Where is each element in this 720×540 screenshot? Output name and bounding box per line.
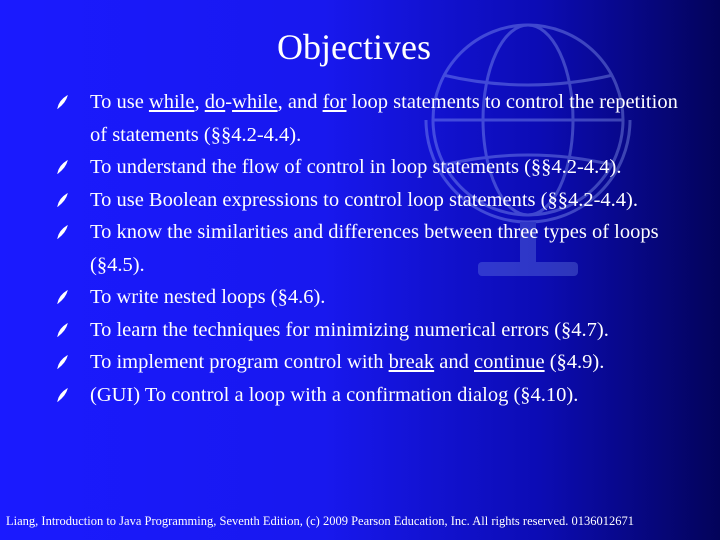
objective-text: (§4.9). [544, 351, 605, 373]
objectives-list [56, 86, 696, 411]
code-keyword: break [388, 351, 435, 373]
code-keyword: for [322, 91, 347, 113]
feather-quill-bullet-icon [56, 355, 69, 369]
objective-text: To learn the techniques for minimizing numerical errors (§4.7). [90, 318, 609, 341]
feather-quill-bullet-icon [56, 323, 69, 337]
feather-quill-bullet-icon [56, 388, 69, 402]
objective-text: To use [90, 91, 149, 113]
feather-quill-bullet-icon [56, 193, 69, 207]
objective-text: To implement program control with [90, 351, 389, 373]
code-keyword: continue [474, 351, 545, 373]
feather-quill-bullet-icon [56, 95, 69, 109]
copyright-footer: Liang, Introduction to Java Programming, Seventh Edition, (c) 2009 Pearson Education, Inc. All rights reserved. 0136012671 [6, 514, 635, 528]
objective-text: (GUI) To control a loop with a confirmation dialog (§4.10). [90, 383, 579, 406]
code-keyword: do [204, 91, 226, 113]
objective-item [56, 346, 696, 379]
objective-text: To understand the flow of control in loop statements (§§4.2-4.4). [90, 156, 622, 178]
objective-item [56, 216, 696, 281]
code-keyword: while [148, 91, 195, 113]
feather-quill-bullet-icon [56, 160, 69, 174]
objective-text: , [194, 91, 205, 113]
objective-item [56, 86, 696, 151]
objective-item [56, 151, 696, 184]
objective-text: loop statements to control the repetition of statements (§§4.2-4.4). [90, 91, 678, 146]
objective-item [56, 184, 696, 217]
objective-text: - [225, 91, 233, 113]
feather-quill-bullet-icon [56, 290, 69, 304]
objective-text: and [434, 351, 474, 373]
slide-title: Objectives [277, 27, 431, 67]
objective-item [56, 379, 696, 412]
objective-item [56, 314, 696, 347]
code-keyword: while [232, 91, 278, 113]
objective-item [56, 281, 696, 314]
objective-text: To use Boolean expressions to control loop statements (§§4.2-4.4). [90, 188, 638, 211]
objective-text: , and [277, 91, 323, 113]
feather-quill-bullet-icon [56, 225, 69, 239]
objective-text: To write nested loops (§4.6). [90, 286, 326, 308]
objective-text: To know the similarities and differences between three types of loops (§4.5). [90, 221, 659, 276]
